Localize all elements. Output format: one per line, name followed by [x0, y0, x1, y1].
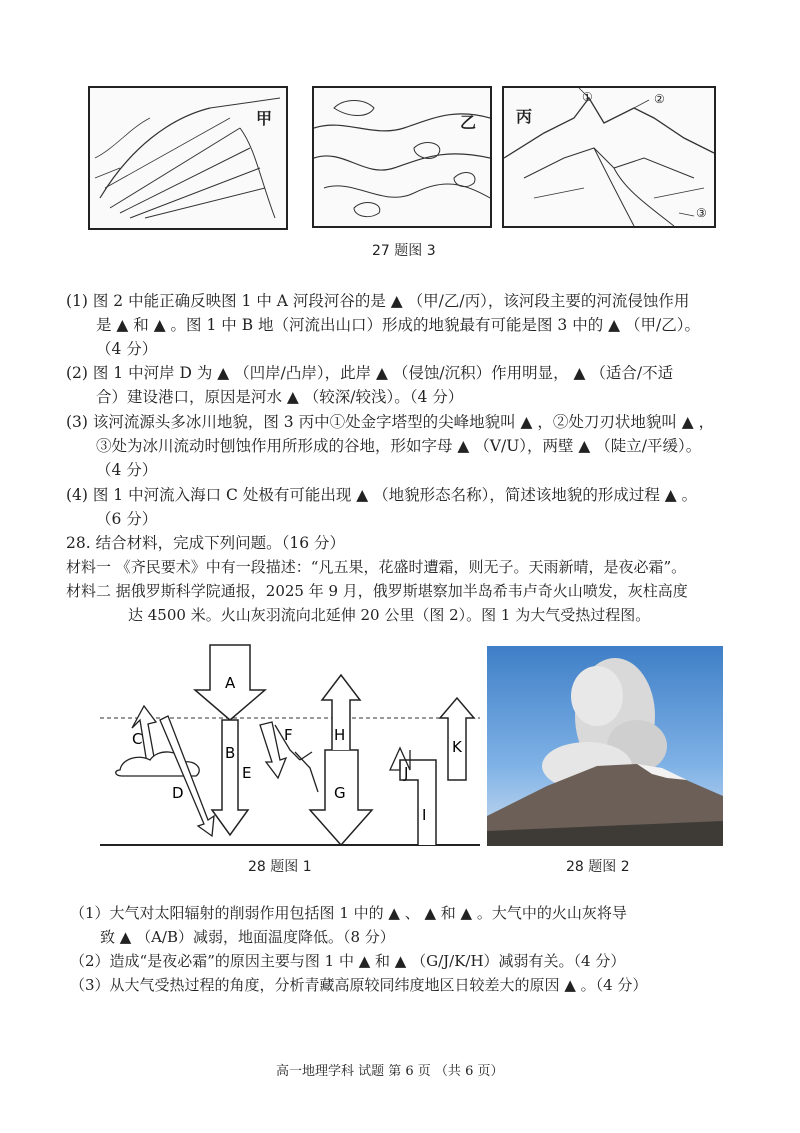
q27-1-line2: 是 ▲ 和 ▲ 。图 1 中 B 地（河流出山口）形成的地貌最有可能是图 3 中的 ▲ （甲/乙）。 — [96, 316, 700, 334]
figure1-caption: 28 题图 1 — [248, 859, 312, 875]
circle-mark-2: ② — [654, 92, 665, 106]
q28-1-line1: （1）大气对太阳辐射的削弱作用包括图 1 中的 ▲ 、 ▲ 和 ▲ 。大气中的火山灰将导 — [70, 904, 627, 922]
figure3-panel-bing — [502, 86, 716, 228]
panel-label-bing: 丙 — [516, 107, 533, 126]
label-D: D — [172, 784, 184, 802]
q28-material1: 材料一 《齐民要术》中有一段描述：“凡五果，花盛时遭霜，则无子。天雨新晴，是夜必霜”。 — [66, 558, 687, 576]
label-H: H — [334, 726, 346, 744]
q27-4-line1: (4) 图 1 中河流入海口 C 处极有可能出现 ▲ （地貌形态名称），简述该地貌的形成过程 ▲ 。 — [66, 486, 698, 504]
label-A: A — [225, 674, 236, 692]
label-J: J — [404, 764, 409, 782]
panel-label-yi: 乙 — [459, 113, 476, 132]
label-B: B — [225, 744, 236, 762]
q27-1-line1: (1) 图 2 中能正确反映图 1 中 A 河段河谷的是 ▲ （甲/乙/丙），该河段主要的河流侵蚀作用 — [66, 292, 690, 310]
q27-1-line3: （4 分） — [96, 340, 158, 358]
q28-title: 28. 结合材料，完成下列问题。（16 分） — [66, 534, 345, 552]
arrow-E — [260, 722, 286, 778]
panel-label-jia: 甲 — [255, 109, 272, 128]
label-I: I — [422, 806, 427, 824]
q27-3-line1: (3) 该河流源头多冰川地貌，图 3 丙中①处金字塔型的尖峰地貌叫 ▲ ，②处刀刃状地貌叫 ▲ ， — [66, 413, 715, 431]
label-C: C — [132, 730, 143, 748]
label-F: F — [284, 726, 293, 744]
q28-1-line2: 致 ▲ （A/B）减弱，地面温度降低。（8 分） — [100, 928, 395, 946]
q28-3: （3）从大气受热过程的角度，分析青藏高原较同纬度地区日较差大的原因 ▲ 。（4 分） — [70, 976, 648, 994]
label-E: E — [242, 764, 252, 782]
q27-4-line2: （6 分） — [96, 510, 158, 528]
q27-2-line2: 合）建设港口，原因是河水 ▲ （较深/较浅）。（4 分） — [96, 388, 464, 406]
page-footer: 高一地理学科 试题 第 6 页 （共 6 页） — [276, 1064, 504, 1079]
figure3-caption: 27 题图 3 — [372, 243, 436, 259]
arrow-F — [275, 725, 318, 792]
figure1-heating-diagram — [100, 640, 480, 852]
q28-2: （2）造成“是夜必霜”的原因主要与图 1 中 ▲ 和 ▲ （G/J/K/H）减弱有关。（4 分） — [70, 952, 626, 970]
q28-material2-line2: 达 4500 米。火山灰羽流向北延伸 20 公里（图 2）。图 1 为大气受热过程图。 — [128, 606, 651, 624]
label-K: K — [452, 738, 462, 756]
figure2-volcano-photo — [487, 646, 723, 846]
figure3-panel-jia — [88, 86, 288, 230]
circle-mark-1: ① — [582, 90, 593, 104]
q27-2-line1: (2) 图 1 中河岸 D 为 ▲ （凹岸/凸岸），此岸 ▲ （侵蚀/沉积）作用明显， ▲ （适合/不适 — [66, 364, 674, 382]
circle-mark-3: ③ — [696, 206, 707, 220]
label-G: G — [334, 784, 346, 802]
q27-3-line3: （4 分） — [96, 461, 158, 479]
figure3-panel-yi — [312, 86, 492, 228]
figure2-caption: 28 题图 2 — [566, 859, 630, 875]
q28-material2-line1: 材料二 据俄罗斯科学院通报，2025 年 9 月，俄罗斯堪察加半岛希韦卢奇火山喷发，灰柱高度 — [66, 582, 688, 600]
q27-3-line2: ③处为冰川流动时刨蚀作用所形成的谷地，形如字母 ▲ （V/U），两壁 ▲ （陡立/平缓）。 — [96, 437, 702, 455]
